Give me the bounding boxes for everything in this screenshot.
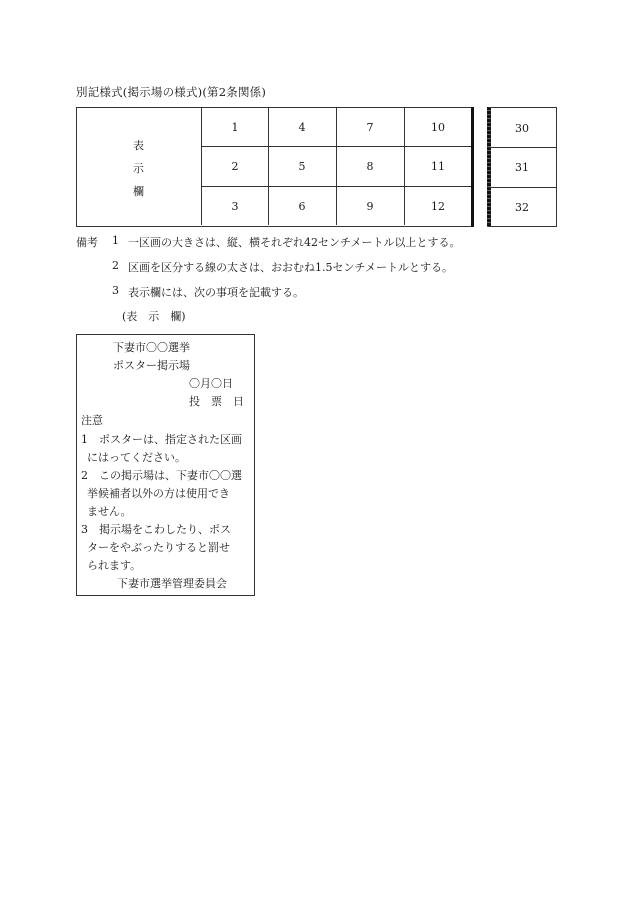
remark-text: 一区画の大きさは、縦、横それぞれ42センチメートル以上とする。 — [128, 236, 461, 249]
grid-cell-31: 31 — [515, 161, 529, 174]
grid-cell-8: 8 — [366, 160, 374, 173]
grid-cell-2: 2 — [231, 160, 239, 173]
poster-grid-table — [76, 107, 557, 227]
notice-item: られます。 — [87, 559, 142, 572]
display-column-label — [76, 107, 202, 225]
label-char-3: 欄 — [133, 185, 144, 198]
grid-cell-11: 11 — [431, 160, 445, 173]
remark-number: 3 — [112, 284, 119, 297]
notice-election-name: 下妻市〇〇選挙 — [113, 341, 190, 354]
grid-cell-7: 7 — [366, 121, 374, 134]
grid-cell-5: 5 — [298, 160, 306, 173]
grid-cell-10: 10 — [431, 121, 445, 134]
grid-cell-1: 1 — [231, 121, 239, 134]
thick-boundary-line — [471, 107, 474, 227]
remark-number: 1 — [112, 234, 119, 247]
notice-signature: 下妻市選挙管理委員会 — [117, 577, 227, 590]
notice-date: 〇月〇日 — [189, 377, 233, 390]
grid-cell-9: 9 — [366, 200, 374, 213]
remark-text: 区画を区分する線の太さは、おおむね1.5センチメートルとする。 — [128, 261, 454, 274]
grid-cell-32: 32 — [515, 201, 529, 214]
display-column-sublabel: (表 示 欄) — [122, 310, 186, 323]
notice-item: 2 この掲示場は、下妻市〇〇選 — [81, 469, 242, 482]
notice-item: 挙候補者以外の方は使用でき — [87, 487, 230, 500]
notice-board-name: ポスター掲示場 — [113, 359, 190, 372]
notice-item: ターをやぶったりすると罰せ — [87, 541, 230, 554]
display-column-sample — [76, 334, 255, 596]
last-column-box — [488, 107, 557, 227]
grid-cell-30: 30 — [515, 122, 529, 135]
grid-cell-4: 4 — [298, 121, 306, 134]
remark-number: 2 — [112, 259, 119, 272]
remark-text: 表示欄には、次の事項を記載する。 — [128, 286, 304, 299]
page-title: 別記様式(掲示場の様式)(第2条関係) — [76, 85, 267, 99]
notice-item: にはってください。 — [87, 451, 186, 464]
grid-cell-6: 6 — [298, 200, 306, 213]
grid-cell-3: 3 — [231, 200, 239, 213]
notice-vote-day: 投 票 日 — [189, 395, 244, 408]
notice-item: 3 掲示場をこわしたり、ポス — [81, 523, 231, 536]
label-char-1: 表 — [133, 139, 144, 152]
label-char-2: 示 — [133, 162, 144, 175]
notice-item: 1 ポスターは、指定された区画 — [81, 433, 242, 446]
notice-item: ません。 — [87, 505, 132, 518]
remarks-heading: 備考 — [76, 236, 98, 249]
notice-caution-heading: 注意 — [81, 414, 103, 427]
grid-cell-12: 12 — [431, 200, 445, 213]
